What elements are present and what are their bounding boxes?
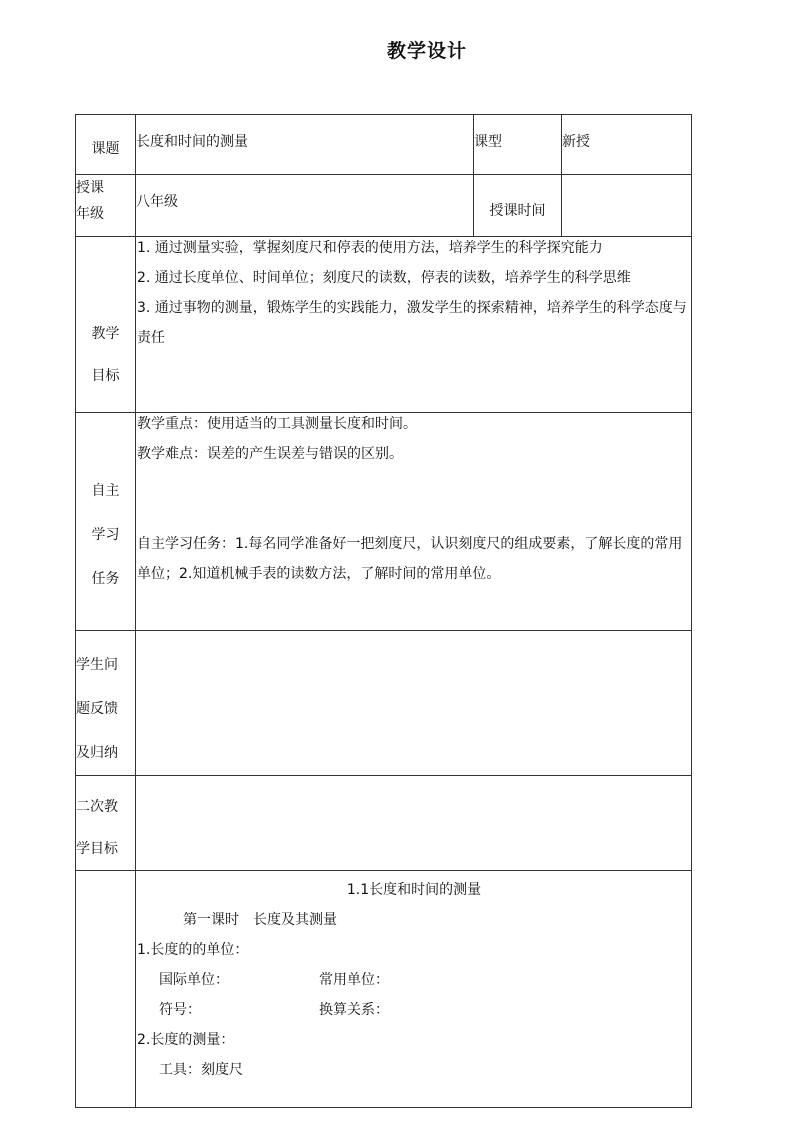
row-feedback — [76, 631, 692, 776]
goal-item: 2. 通过长度单位、时间单位；刻度尺的读数，停表的读数，培养学生的科学思维 — [137, 270, 631, 286]
row-second — [76, 776, 692, 871]
row-topic — [76, 115, 692, 175]
row-goals — [76, 237, 692, 413]
self-study-task: 自主学习任务：1.每名同学准备好一把刻度尺，认识刻度尺的组成要素，了解长度的常用单位；2.知道机械手表的读数方法，了解时间的常用单位。 — [137, 536, 683, 582]
self-study-label-line1: 自主 — [91, 483, 120, 499]
grade-label-line2: 年级 — [76, 206, 104, 222]
self-study-label-line2: 学习 — [91, 527, 120, 543]
symbol-row — [137, 995, 691, 1025]
feedback-label — [76, 631, 135, 775]
common-unit: 常用单位： — [319, 972, 389, 988]
content-item-1: 1.长度的的单位： — [137, 942, 249, 958]
symbol: 符号： — [159, 1002, 201, 1018]
second-label-line2: 学目标 — [76, 841, 118, 857]
goals-list — [136, 233, 691, 353]
grade-value: 八年级 — [136, 194, 178, 210]
intl-unit: 国际单位： — [159, 972, 229, 988]
content-body — [136, 871, 691, 1085]
lesson-plan-table — [75, 114, 692, 1108]
content-heading: 1.1长度和时间的测量 — [346, 882, 482, 898]
row-grade — [76, 175, 692, 237]
second-label — [76, 776, 135, 870]
feedback-label-line1: 学生问 — [76, 657, 118, 673]
second-label-line1: 二次教 — [76, 799, 118, 815]
conversion: 换算关系： — [319, 1002, 389, 1018]
topic-value: 长度和时间的测量 — [136, 134, 248, 150]
key-point: 教学重点：使用适当的工具测量长度和时间。 — [137, 416, 417, 432]
row-content — [76, 871, 692, 1108]
type-label: 课型 — [474, 134, 502, 150]
goals-label-line2: 目标 — [91, 368, 120, 384]
grade-label — [76, 175, 135, 227]
self-study-label-line3: 任务 — [91, 571, 120, 587]
topic-label: 课题 — [91, 141, 120, 157]
content-item-2: 2.长度的测量： — [137, 1032, 235, 1048]
type-value: 新授 — [562, 134, 590, 150]
time-label: 授课时间 — [489, 203, 546, 219]
row-self-study — [76, 413, 692, 631]
units-row — [137, 965, 691, 995]
self-study-label — [76, 413, 135, 601]
feedback-label-line3: 及归纳 — [76, 745, 118, 761]
goals-label-line1: 教学 — [91, 326, 120, 342]
goal-item: 1. 通过测量实验，掌握刻度尺和停表的使用方法，培养学生的科学探究能力 — [137, 240, 603, 256]
tool: 工具：刻度尺 — [159, 1062, 243, 1078]
self-study-content — [136, 409, 691, 589]
page-title: 教学设计 — [386, 40, 467, 62]
grade-label-line1: 授课 — [76, 180, 104, 196]
lesson-title: 第一课时 长度及其测量 — [183, 912, 337, 928]
difficulty: 教学难点：误差的产生误差与错误的区别。 — [137, 446, 403, 462]
feedback-label-line2: 题反馈 — [76, 701, 118, 717]
goal-item: 3. 通过事物的测量，锻炼学生的实践能力，激发学生的探索精神，培养学生的科学态度与责任 — [137, 300, 687, 346]
goals-label — [76, 237, 135, 397]
